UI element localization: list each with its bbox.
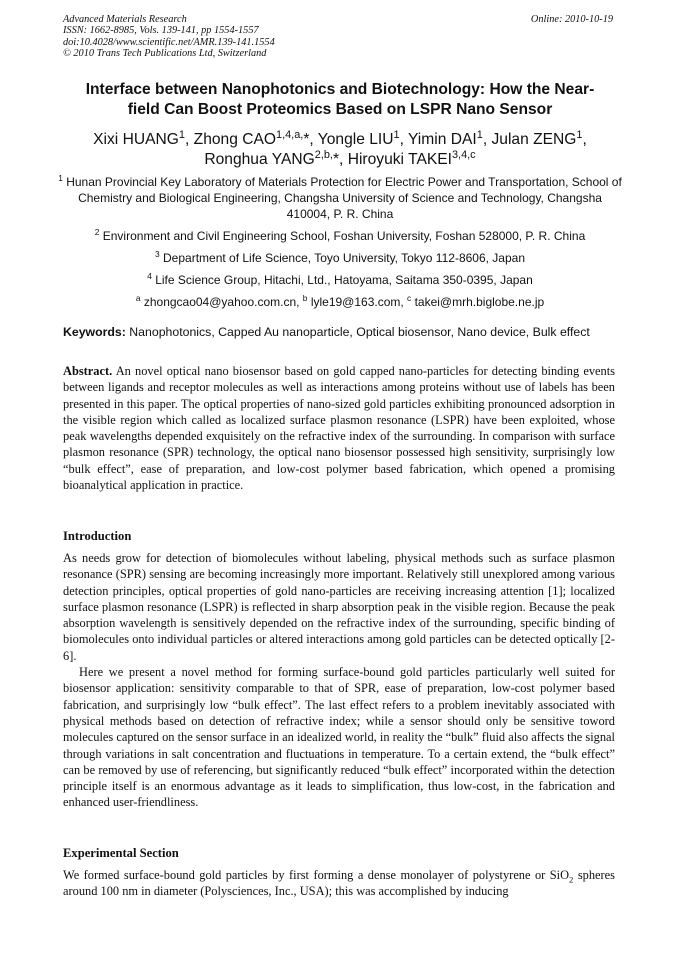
affiliation: $^1$ Hunan Provincial Key Laboratory of Materials Protection for Electric Power and Transportation, School of Chemistry and Biological Engineering, Changsha University of Science and Technology, Changsha 410004, P. R. China [58, 173, 622, 221]
email-link[interactable]: takei@mrh.biglobe.ne.jp [414, 295, 545, 309]
keywords-label: Keywords: [63, 325, 126, 339]
author-list [60, 130, 620, 170]
paper-title: Interface between Nanophotonics and Biotechnology: How the Near-field Can Boost Proteomics Based on LSPR Nano Sensor [85, 81, 595, 118]
email-link[interactable]: zhongcao04@yahoo.com.cn [143, 295, 297, 309]
paragraph: We formed surface-bound gold particles by first forming a dense monolayer of polystyrene or SiO$_2$ spheres around 100 nm in diameter (Polysciences, Inc., USA); this was accomplished by inducing [63, 868, 615, 899]
journal-name: Advanced Materials Research [63, 14, 187, 25]
author: Julan ZENG$^1$, [491, 128, 587, 148]
section-heading-experimental: Experimental Section [63, 846, 179, 860]
affiliation: $^2$ Environment and Civil Engineering School, Foshan University, Foshan 528000, P. R. China [94, 227, 586, 243]
issn-line: ISSN: 1662-8985, Vols. 139-141, pp 1554-1557 [63, 25, 259, 37]
affiliation: $^3$ Department of Life Science, Toyo University, Tokyo 112-8606, Japan [155, 249, 525, 265]
online-date: Online: 2010-10-19 [530, 14, 613, 25]
introduction-body [63, 550, 615, 811]
copyright-line: © 2010 Trans Tech Publications Ltd, Switzerland [63, 47, 267, 59]
keywords-line [63, 325, 618, 339]
paragraph: Here we present a novel method for forming surface-bound gold particles particularly well suited for biosensor application: sensitivity comparable to that of SPR, ease of preparation, low-cost polymer based fabrication, and surprisingly low “bulk effect”. The last effect refers to a problem inevitably associated with physical methods based on detection of refractive index; while a sensor should only be sensitive toword molecules captured on the sensor surface in an idealized world, in reality the “bulk” fluid also affects the signal through variations in salt concentration and fluctuations in temperature. To a certain extend, the “bulk effect” can be removed by use of referencing, but significantly reduced “bulk effect” incorporated within the detection principle itself is an enormous advantage as it leads to simplification, thus low-cost, in the fabrication and enhanced user-friendliness. [63, 665, 615, 810]
author: Ronghua $YANG^{2,b,}*$, [204, 148, 348, 168]
affiliation-list [56, 174, 624, 316]
author: Zhong $CAO^{1,4,a,}*$, [193, 128, 318, 148]
abstract [63, 363, 615, 493]
affiliation: $^4$ Life Science Group, Hitachi, Ltd., Hatoyama, Saitama 350-0395, Japan [147, 271, 533, 287]
abstract-text: An novel optical nano biosensor based on gold capped nano-particles for detecting binding events between ligands and receptor molecules as well as interactions among proteins without use of labels has been presented in this paper. The optical properties of nano-sized gold particles exhibiting pronounced adsorption in the visible region which called as localized surface plasmon resonance (LSPR) have been exploited, whose peak wavelengths depended exquisitely on the refractive index of the surrounding. In comparison with surface plasmon resonance (SPR) technology, the optical nano biosensor possessed high sensitivity, surprisingly low “bulk effect”, ease of preparation, and low-cost polymer based fabrication, which opened a promising bioanalytical application in practice. [63, 364, 615, 493]
doi-line: doi:10.4028/www.scientific.net/AMR.139-141.1554 [63, 36, 275, 48]
experimental-body [63, 867, 615, 900]
author: Yimin DAI$^1$, [407, 128, 492, 148]
section-heading-introduction: Introduction [63, 529, 132, 543]
email-list: $^a$ zhongcao04@yahoo.com.cn, $^b$ lyle19@163.com, $^c$ takei@mrh.biglobe.ne.jp [135, 293, 545, 309]
email-link[interactable]: lyle19@163.com [310, 295, 401, 309]
author: Yongle LIU$^1$, [317, 128, 408, 148]
author: Xixi HUANG$^1$, [93, 128, 194, 148]
paragraph: As needs grow for detection of biomolecules without labeling, physical methods such as surface plasmon resonance (SPR) sensing are becoming increasingly more important. Relatively still unexplored among various detection principles, optical properties of gold nano-particles are receiving increasing attention [1]; localized surface plasmon resonance (LSPR) is reflected in sharp absorption peak in the visible region. Because the peak absorption wavelength is sensitively depended on the refractive index of the surrounding, specific binding of biomolecules onto individual particles or altered interactions among gold particles can be detected optically [2-6]. [63, 551, 615, 663]
publication-header [63, 14, 275, 59]
abstract-label: Abstract. [63, 364, 113, 378]
keywords-text: Nanophotonics, Capped Au nanoparticle, Optical biosensor, Nano device, Bulk effect [129, 325, 590, 339]
author: Hiroyuki TAKEI$^{3,4,c}$ [347, 148, 476, 168]
